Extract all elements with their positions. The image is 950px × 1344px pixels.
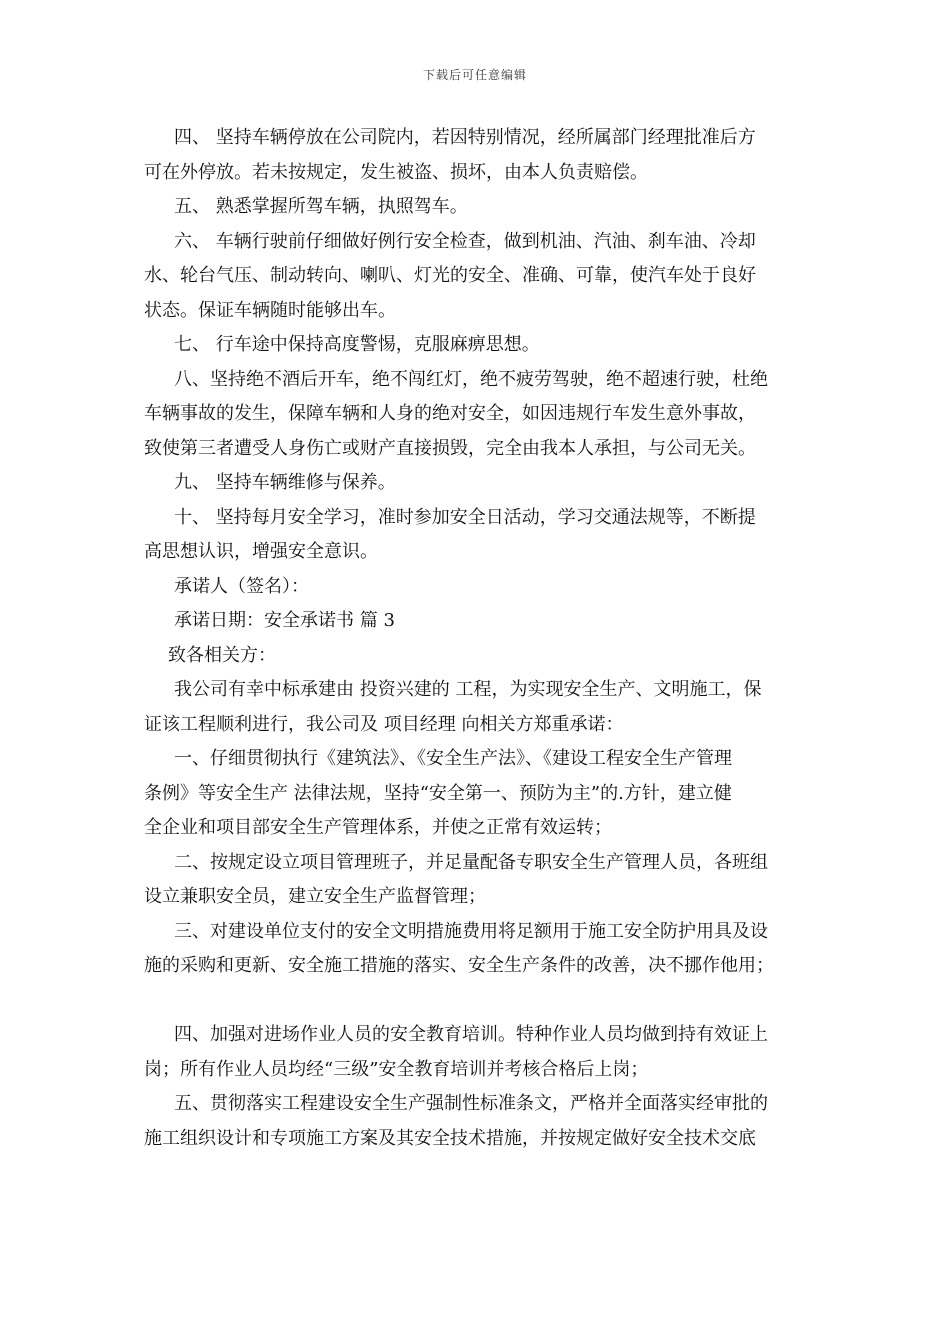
text-line: 八、坚持绝不酒后开车，绝不闯红灯，绝不疲劳驾驶，绝不超速行驶，杜绝 xyxy=(174,368,768,390)
page-header: 下载后可任意编辑 xyxy=(422,68,527,82)
text-line: 承诺日期：安全承诺书 篇 3 xyxy=(174,610,395,631)
text-line: 四、加强对进场作业人员的安全教育培训。特种作业人员均做到持有效证上 xyxy=(174,1024,768,1045)
text-line: 全企业和项目部安全生产管理体系，并使之正常有效运转； xyxy=(144,817,612,838)
blank-line xyxy=(144,984,816,1019)
text-line: 状态。保证车辆随时能够出车。 xyxy=(144,299,396,321)
text-line: 条例》等安全生产 法律法规，坚持“安全第一、预防为主”的.方针，建立健 xyxy=(144,782,732,804)
text-line: 高思想认识，增强安全意识。 xyxy=(144,541,378,562)
text-line: 致各相关方： xyxy=(168,644,276,666)
text-line: 水、轮台气压、制动转向、喇叭、灯光的安全、准确、可靠，使汽车处于良好 xyxy=(144,265,756,286)
text-line: 致使第三者遭受人身伤亡或财产直接损毁，完全由我本人承担，与公司无关。 xyxy=(144,437,756,459)
document-body xyxy=(144,121,816,1156)
text-line: 二、按规定设立项目管理班子，并足量配备专职安全生产管理人员，各班组 xyxy=(174,851,768,873)
text-line: 十、 坚持每月安全学习，准时参加安全日活动，学习交通法规等，不断提 xyxy=(174,506,756,528)
text-line: 六、 车辆行驶前仔细做好例行安全检查，做到机油、汽油、刹车油、冷却 xyxy=(174,230,756,252)
text-line: 五、 熟悉掌握所驾车辆，执照驾车。 xyxy=(174,196,468,217)
text-line: 车辆事故的发生，保障车辆和人身的绝对安全，如因违规行车发生意外事故， xyxy=(144,403,756,424)
text-line: 证该工程顺利进行，我公司及 项目经理 向相关方郑重承诺： xyxy=(144,713,624,735)
text-line: 五、贯彻落实工程建设安全生产强制性标准条文，严格并全面落实经审批的 xyxy=(174,1093,768,1114)
text-line: 设立兼职安全员，建立安全生产监督管理； xyxy=(144,886,486,907)
text-line: 可在外停放。若未按规定，发生被盗、损坏，由本人负责赔偿。 xyxy=(144,161,648,183)
text-line: 施工组织设计和专项施工方案及其安全技术措施，并按规定做好安全技术交底 xyxy=(144,1127,756,1149)
text-line: 七、 行车途中保持高度警惕，克服麻痹思想。 xyxy=(174,334,540,355)
text-line: 承诺人（签名）： xyxy=(174,575,309,597)
text-line: 岗；所有作业人员均经“三级”安全教育培训并考核合格后上岗； xyxy=(144,1058,649,1080)
text-line: 四、 坚持车辆停放在公司院内，若因特别情况，经所属部门经理批准后方 xyxy=(174,127,756,148)
text-line: 九、 坚持车辆维修与保养。 xyxy=(174,472,396,493)
text-line: 施的采购和更新、安全施工措施的落实、安全生产条件的改善，决不挪作他用； xyxy=(144,955,774,976)
text-line: 我公司有幸中标承建由 投资兴建的 工程，为实现安全生产、文明施工，保 xyxy=(174,679,762,700)
text-line: 三、对建设单位支付的安全文明措施费用将足额用于施工安全防护用具及设 xyxy=(174,920,768,942)
text-line: 一、仔细贯彻执行《建筑法》、《安全生产法》、《建设工程安全生产管理 xyxy=(174,748,732,769)
